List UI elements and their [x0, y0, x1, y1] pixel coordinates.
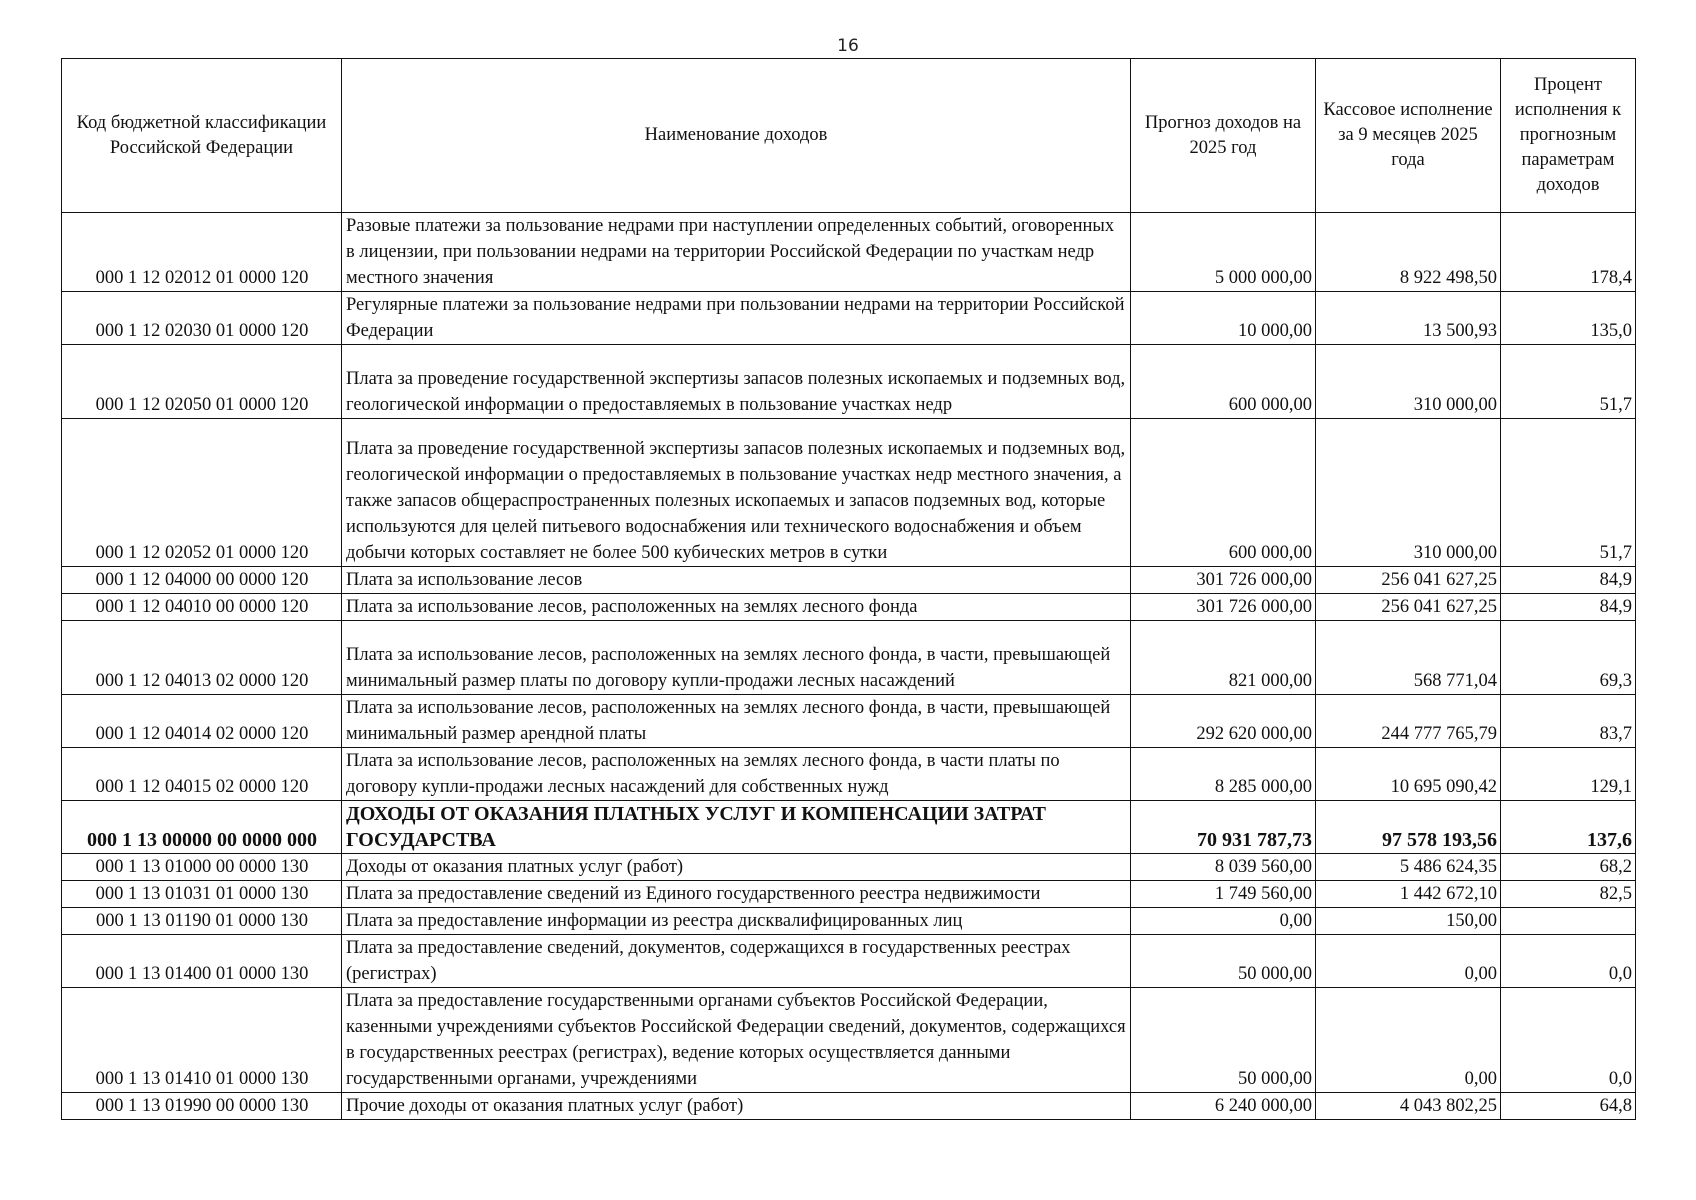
- cell-percent: 83,7: [1501, 695, 1636, 748]
- table-row: [62, 621, 1636, 695]
- cell-execution: 97 578 193,56: [1316, 801, 1501, 854]
- cell-code: 000 1 13 01031 01 0000 130: [62, 881, 342, 908]
- cell-execution: 5 486 624,35: [1316, 854, 1501, 881]
- cell-forecast: 6 240 000,00: [1131, 1093, 1316, 1120]
- cell-forecast: 8 039 560,00: [1131, 854, 1316, 881]
- cell-code: 000 1 12 02052 01 0000 120: [62, 419, 342, 567]
- cell-name: Плата за проведение государственной экспертизы запасов полезных ископаемых и подземных вод, геологической информации о предоставляемых в пользование участках недр местного значения, а также запасов общераспространенных полезных ископаемых и запасов подземных вод, которые используются для целей питьевого водоснабжения или технического водоснабжения и объем добычи которых составляет не более 500 кубических метров в сутки: [342, 419, 1131, 567]
- cell-percent: 84,9: [1501, 567, 1636, 594]
- cell-percent: 84,9: [1501, 594, 1636, 621]
- table-row: [62, 419, 1636, 567]
- cell-execution: 1 442 672,10: [1316, 881, 1501, 908]
- header-code: Код бюджетной классификации Российской Федерации: [62, 59, 342, 213]
- cell-forecast: 301 726 000,00: [1131, 594, 1316, 621]
- table-body: [62, 213, 1636, 1120]
- cell-name: Регулярные платежи за пользование недрами при пользовании недрами на территории Российской Федерации: [342, 292, 1131, 345]
- cell-name: Плата за проведение государственной экспертизы запасов полезных ископаемых и подземных вод, геологической информации о предоставляемых в пользование участках недр: [342, 345, 1131, 419]
- cell-percent: 64,8: [1501, 1093, 1636, 1120]
- cell-forecast: 292 620 000,00: [1131, 695, 1316, 748]
- cell-percent: 51,7: [1501, 419, 1636, 567]
- cell-execution: 568 771,04: [1316, 621, 1501, 695]
- page-number: 16: [837, 36, 859, 56]
- cell-forecast: 5 000 000,00: [1131, 213, 1316, 292]
- table-row: [62, 567, 1636, 594]
- cell-forecast: 8 285 000,00: [1131, 748, 1316, 801]
- cell-execution: 310 000,00: [1316, 345, 1501, 419]
- cell-name: Плата за предоставление сведений из Единого государственного реестра недвижимости: [342, 881, 1131, 908]
- cell-percent: 135,0: [1501, 292, 1636, 345]
- cell-execution: 256 041 627,25: [1316, 567, 1501, 594]
- header-name: Наименование доходов: [342, 59, 1131, 213]
- table-row: [62, 908, 1636, 935]
- header-percent: Процент исполнения к прогнозным параметрам доходов: [1501, 59, 1636, 213]
- header-forecast: Прогноз доходов на 2025 год: [1131, 59, 1316, 213]
- cell-percent: [1501, 908, 1636, 935]
- cell-name: Плата за использование лесов, расположенных на землях лесного фонда, в части, превышающей минимальный размер арендной платы: [342, 695, 1131, 748]
- table-row: [62, 748, 1636, 801]
- table-row: [62, 345, 1636, 419]
- cell-forecast: 50 000,00: [1131, 935, 1316, 988]
- cell-percent: 0,0: [1501, 988, 1636, 1093]
- cell-code: 000 1 13 01410 01 0000 130: [62, 988, 342, 1093]
- table-row: [62, 881, 1636, 908]
- cell-forecast: 10 000,00: [1131, 292, 1316, 345]
- table-row: [62, 935, 1636, 988]
- cell-forecast: 600 000,00: [1131, 345, 1316, 419]
- cell-execution: 256 041 627,25: [1316, 594, 1501, 621]
- cell-code: 000 1 12 04000 00 0000 120: [62, 567, 342, 594]
- table-row: [62, 695, 1636, 748]
- cell-code: 000 1 13 01000 00 0000 130: [62, 854, 342, 881]
- cell-code: 000 1 13 01400 01 0000 130: [62, 935, 342, 988]
- cell-execution: 310 000,00: [1316, 419, 1501, 567]
- cell-code: 000 1 12 02030 01 0000 120: [62, 292, 342, 345]
- table-row: [62, 1093, 1636, 1120]
- cell-execution: 8 922 498,50: [1316, 213, 1501, 292]
- header-row: [62, 59, 1636, 213]
- cell-forecast: 821 000,00: [1131, 621, 1316, 695]
- cell-execution: 150,00: [1316, 908, 1501, 935]
- cell-code: 000 1 13 01190 01 0000 130: [62, 908, 342, 935]
- cell-forecast: 50 000,00: [1131, 988, 1316, 1093]
- cell-code: 000 1 12 04010 00 0000 120: [62, 594, 342, 621]
- cell-name: Плата за использование лесов, расположенных на землях лесного фонда, в части платы по договору купли-продажи лесных насаждений для собственных нужд: [342, 748, 1131, 801]
- table-row: [62, 988, 1636, 1093]
- cell-forecast: 0,00: [1131, 908, 1316, 935]
- header-execution: Кассовое исполнение за 9 месяцев 2025 года: [1316, 59, 1501, 213]
- cell-name: Плата за использование лесов: [342, 567, 1131, 594]
- table-header: [62, 59, 1636, 213]
- table-row: [62, 594, 1636, 621]
- cell-percent: 178,4: [1501, 213, 1636, 292]
- cell-percent: 137,6: [1501, 801, 1636, 854]
- cell-name: Плата за предоставление сведений, документов, содержащихся в государственных реестрах (регистрах): [342, 935, 1131, 988]
- cell-code: 000 1 13 01990 00 0000 130: [62, 1093, 342, 1120]
- table-row: [62, 801, 1636, 854]
- cell-code: 000 1 13 00000 00 0000 000: [62, 801, 342, 854]
- table-row: [62, 292, 1636, 345]
- cell-forecast: 600 000,00: [1131, 419, 1316, 567]
- cell-name: Плата за предоставление информации из реестра дисквалифицированных лиц: [342, 908, 1131, 935]
- cell-execution: 10 695 090,42: [1316, 748, 1501, 801]
- cell-execution: 4 043 802,25: [1316, 1093, 1501, 1120]
- cell-name: Плата за использование лесов, расположенных на землях лесного фонда: [342, 594, 1131, 621]
- cell-name: Доходы от оказания платных услуг (работ): [342, 854, 1131, 881]
- cell-percent: 129,1: [1501, 748, 1636, 801]
- cell-execution: 0,00: [1316, 935, 1501, 988]
- cell-forecast: 301 726 000,00: [1131, 567, 1316, 594]
- revenue-table: [61, 58, 1636, 1120]
- cell-name: Разовые платежи за пользование недрами при наступлении определенных событий, оговоренных в лицензии, при пользовании недрами на территории Российской Федерации по участкам недр местного значения: [342, 213, 1131, 292]
- cell-forecast: 70 931 787,73: [1131, 801, 1316, 854]
- cell-percent: 69,3: [1501, 621, 1636, 695]
- cell-code: 000 1 12 04015 02 0000 120: [62, 748, 342, 801]
- table-row: [62, 213, 1636, 292]
- cell-percent: 51,7: [1501, 345, 1636, 419]
- cell-execution: 13 500,93: [1316, 292, 1501, 345]
- cell-execution: 0,00: [1316, 988, 1501, 1093]
- table-row: [62, 854, 1636, 881]
- cell-code: 000 1 12 02012 01 0000 120: [62, 213, 342, 292]
- cell-code: 000 1 12 04014 02 0000 120: [62, 695, 342, 748]
- cell-percent: 0,0: [1501, 935, 1636, 988]
- cell-percent: 68,2: [1501, 854, 1636, 881]
- cell-name: Прочие доходы от оказания платных услуг (работ): [342, 1093, 1131, 1120]
- cell-code: 000 1 12 04013 02 0000 120: [62, 621, 342, 695]
- cell-name: Плата за предоставление государственными органами субъектов Российской Федерации, казенными учреждениями субъектов Российской Федерации сведений, документов, содержащихся в государственных реестрах (регистрах), ведение которых осуществляется данными государственными органами, учреждениями: [342, 988, 1131, 1093]
- cell-name: Плата за использование лесов, расположенных на землях лесного фонда, в части, превышающей минимальный размер платы по договору купли-продажи лесных насаждений: [342, 621, 1131, 695]
- cell-name: ДОХОДЫ ОТ ОКАЗАНИЯ ПЛАТНЫХ УСЛУГ И КОМПЕНСАЦИИ ЗАТРАТ ГОСУДАРСТВА: [342, 801, 1131, 854]
- cell-percent: 82,5: [1501, 881, 1636, 908]
- cell-code: 000 1 12 02050 01 0000 120: [62, 345, 342, 419]
- cell-forecast: 1 749 560,00: [1131, 881, 1316, 908]
- cell-execution: 244 777 765,79: [1316, 695, 1501, 748]
